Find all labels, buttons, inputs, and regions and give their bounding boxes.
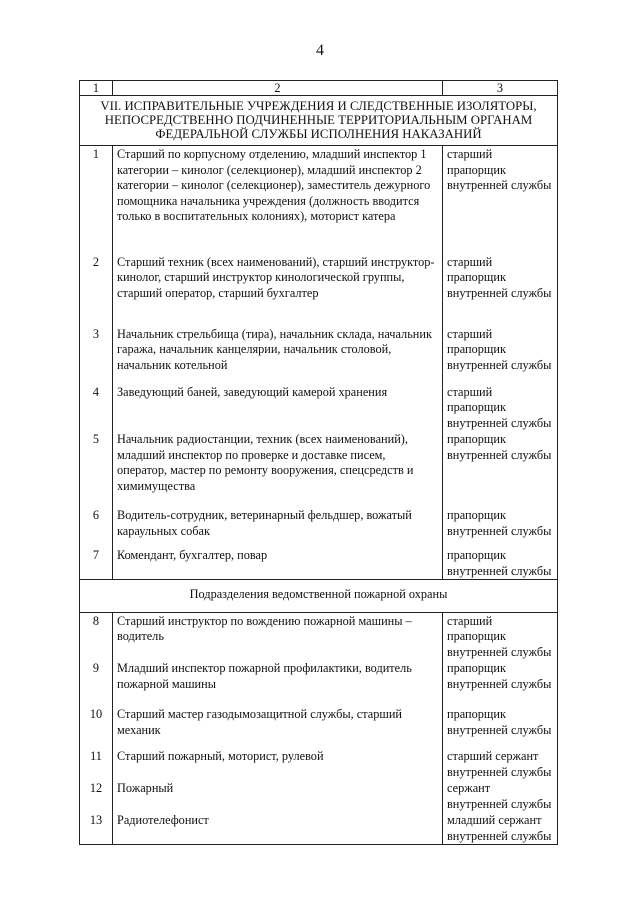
position-cell: Старший инструктор по вождению пожарной машины – водитель — [113, 612, 443, 660]
row-number: 7 — [80, 547, 113, 580]
row-number: 3 — [80, 326, 113, 384]
row-number: 5 — [80, 431, 113, 507]
table-row — [80, 660, 558, 706]
row-number: 11 — [80, 748, 113, 780]
table-row — [80, 547, 558, 580]
position-cell: Радиотелефонист — [113, 812, 443, 845]
rank-cell: сержант внутренней службы — [443, 780, 558, 812]
table-row — [80, 507, 558, 547]
table-row — [80, 812, 558, 845]
table-row — [80, 612, 558, 660]
column-header-2: 2 — [113, 81, 443, 96]
row-number: 13 — [80, 812, 113, 845]
position-cell: Старший пожарный, моторист, рулевой — [113, 748, 443, 780]
page-number: 4 — [316, 42, 324, 59]
position-cell: Начальник стрельбища (тира), начальник склада, начальник гаража, начальник канцелярии, начальник столовой, начальник котельной — [113, 326, 443, 384]
position-cell: Младший инспектор пожарной профилактики, водитель пожарной машины — [113, 660, 443, 706]
column-header-1: 1 — [80, 81, 113, 96]
rank-cell: старший сержант внутренней службы — [443, 748, 558, 780]
subsection-header-row — [80, 580, 558, 613]
rank-cell: прапорщик внутренней службы — [443, 660, 558, 706]
position-cell: Водитель-сотрудник, ветеринарный фельдшер, вожатый караульных собак — [113, 507, 443, 547]
row-number: 1 — [80, 146, 113, 254]
rank-cell: прапорщик внутренней службы — [443, 547, 558, 580]
position-cell: Начальник радиостанции, техник (всех наименований), младший инспектор по проверке и доставке писем, оператор, мастер по ремонту вооружения, спецсредств и химимущества — [113, 431, 443, 507]
rank-cell: прапорщик внутренней службы — [443, 507, 558, 547]
position-cell: Заведующий баней, заведующий камерой хранения — [113, 384, 443, 432]
position-cell: Пожарный — [113, 780, 443, 812]
table-row — [80, 146, 558, 254]
row-number: 4 — [80, 384, 113, 432]
position-cell: Старший техник (всех наименований), старший инструктор-кинолог, старший инструктор кинологической группы, старший оператор, старший бухгалтер — [113, 254, 443, 326]
section-title: VII. ИСПРАВИТЕЛЬНЫЕ УЧРЕЖДЕНИЯ И СЛЕДСТВЕННЫЕ ИЗОЛЯТОРЫ, НЕПОСРЕДСТВЕННО ПОДЧИНЕННЫЕ ТЕРРИТОРИАЛЬНЫМ ОРГАНАМ ФЕДЕРАЛЬНОЙ СЛУЖБЫ ИСПОЛНЕНИЯ НАКАЗАНИЙ — [80, 96, 558, 146]
rank-cell: прапорщик внутренней службы — [443, 431, 558, 507]
rank-cell: старший прапорщик внутренней службы — [443, 254, 558, 326]
table-row — [80, 748, 558, 780]
table-row — [80, 780, 558, 812]
table-row — [80, 326, 558, 384]
section-header-row — [80, 96, 558, 146]
rank-cell: старший прапорщик внутренней службы — [443, 384, 558, 432]
row-number: 8 — [80, 612, 113, 660]
table-row — [80, 706, 558, 748]
rank-cell: прапорщик внутренней службы — [443, 706, 558, 748]
subsection-title: Подразделения ведомственной пожарной охраны — [80, 580, 558, 613]
table-row — [80, 431, 558, 507]
row-number: 9 — [80, 660, 113, 706]
position-cell: Комендант, бухгалтер, повар — [113, 547, 443, 580]
row-number: 6 — [80, 507, 113, 547]
rank-cell: старший прапорщик внутренней службы — [443, 326, 558, 384]
positions-table — [79, 80, 558, 845]
row-number: 10 — [80, 706, 113, 748]
column-number-row — [80, 81, 558, 96]
column-header-3: 3 — [443, 81, 558, 96]
row-number: 2 — [80, 254, 113, 326]
rank-cell: младший сержант внутренней службы — [443, 812, 558, 845]
row-number: 12 — [80, 780, 113, 812]
table-row — [80, 384, 558, 432]
position-cell: Старший по корпусному отделению, младший инспектор 1 категории – кинолог (селекционер), младший инспектор 2 категории – кинолог (селекционер), заместитель дежурного помощника начальника учреждения (должность вводится только в воспитательных колониях), моторист катера — [113, 146, 443, 254]
table-row — [80, 254, 558, 326]
rank-cell: старший прапорщик внутренней службы — [443, 612, 558, 660]
position-cell: Старший мастер газодымозащитной службы, старший механик — [113, 706, 443, 748]
rank-cell: старший прапорщик внутренней службы — [443, 146, 558, 254]
